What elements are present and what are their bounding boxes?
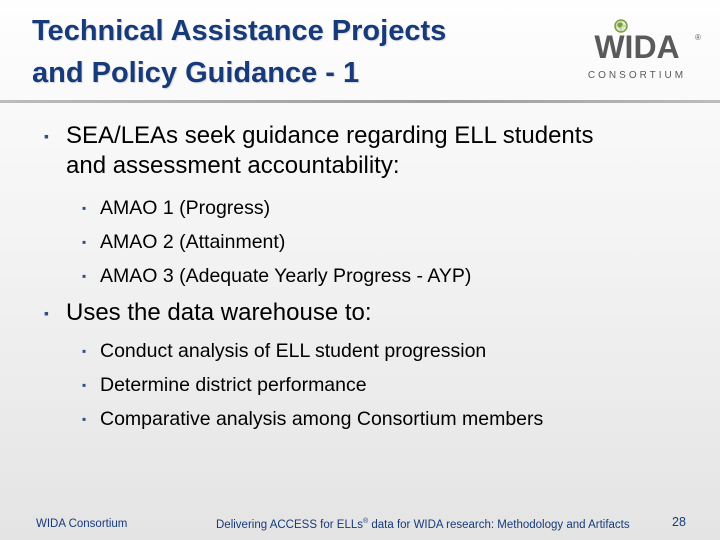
bullet-1-line-2: and assessment accountability: <box>66 152 400 179</box>
footer-registered-mark: ® <box>363 518 369 525</box>
bullet-1 <box>44 121 706 181</box>
sub-bullet-text: AMAO 2 (Attainment) <box>100 231 286 253</box>
logo-registered-mark: ® <box>695 33 701 42</box>
footer-center-text: Delivering ACCESS for ELLs <box>216 518 364 531</box>
sub-bullet-text: Comparative analysis among Consortium members <box>100 408 544 430</box>
sub-bullet-text: AMAO 1 (Progress) <box>100 197 271 219</box>
footer-center <box>216 518 630 531</box>
sub-bullet-text: Conduct analysis of ELL student progression <box>100 340 487 362</box>
sub-bullet-marker: ▪ <box>82 378 87 392</box>
sub-bullet-2-3 <box>82 407 544 431</box>
slide-title <box>32 10 562 94</box>
sub-bullet-1-2 <box>82 230 286 254</box>
sub-bullet-1-3 <box>82 264 472 288</box>
bullet-1-line-1: SEA/LEAs seek guidance regarding ELL students <box>66 122 594 149</box>
bullet-marker: ▪ <box>44 128 49 144</box>
sub-bullet-marker: ▪ <box>82 235 87 249</box>
sub-bullet-2-1 <box>82 339 487 363</box>
bullet-2 <box>44 298 706 328</box>
bullet-marker: ▪ <box>44 305 49 321</box>
title-line-2: and Policy Guidance - 1 <box>32 57 360 89</box>
sub-bullet-text: AMAO 3 (Adequate Yearly Progress - AYP) <box>100 265 472 287</box>
bullet-2-line-1: Uses the data warehouse to: <box>66 299 372 326</box>
sub-bullet-marker: ▪ <box>82 201 87 215</box>
wida-logo <box>572 18 702 88</box>
sub-bullet-text: Determine district performance <box>100 374 367 396</box>
logo-wordmark: WIDA <box>594 29 680 65</box>
page-number: 28 <box>672 515 686 529</box>
sub-bullet-2-2 <box>82 373 367 397</box>
title-divider <box>0 100 720 103</box>
title-line-1: Technical Assistance Projects <box>32 15 447 47</box>
sub-bullet-marker: ▪ <box>82 269 87 283</box>
logo-consortium: CONSORTIUM <box>587 70 687 81</box>
sub-bullet-marker: ▪ <box>82 412 87 426</box>
footer-left: WIDA Consortium <box>36 518 128 530</box>
sub-bullet-marker: ▪ <box>82 344 87 358</box>
footer-center-text-2: data for WIDA research: Methodology and Artifacts <box>368 518 630 531</box>
sub-bullet-1-1 <box>82 196 271 220</box>
